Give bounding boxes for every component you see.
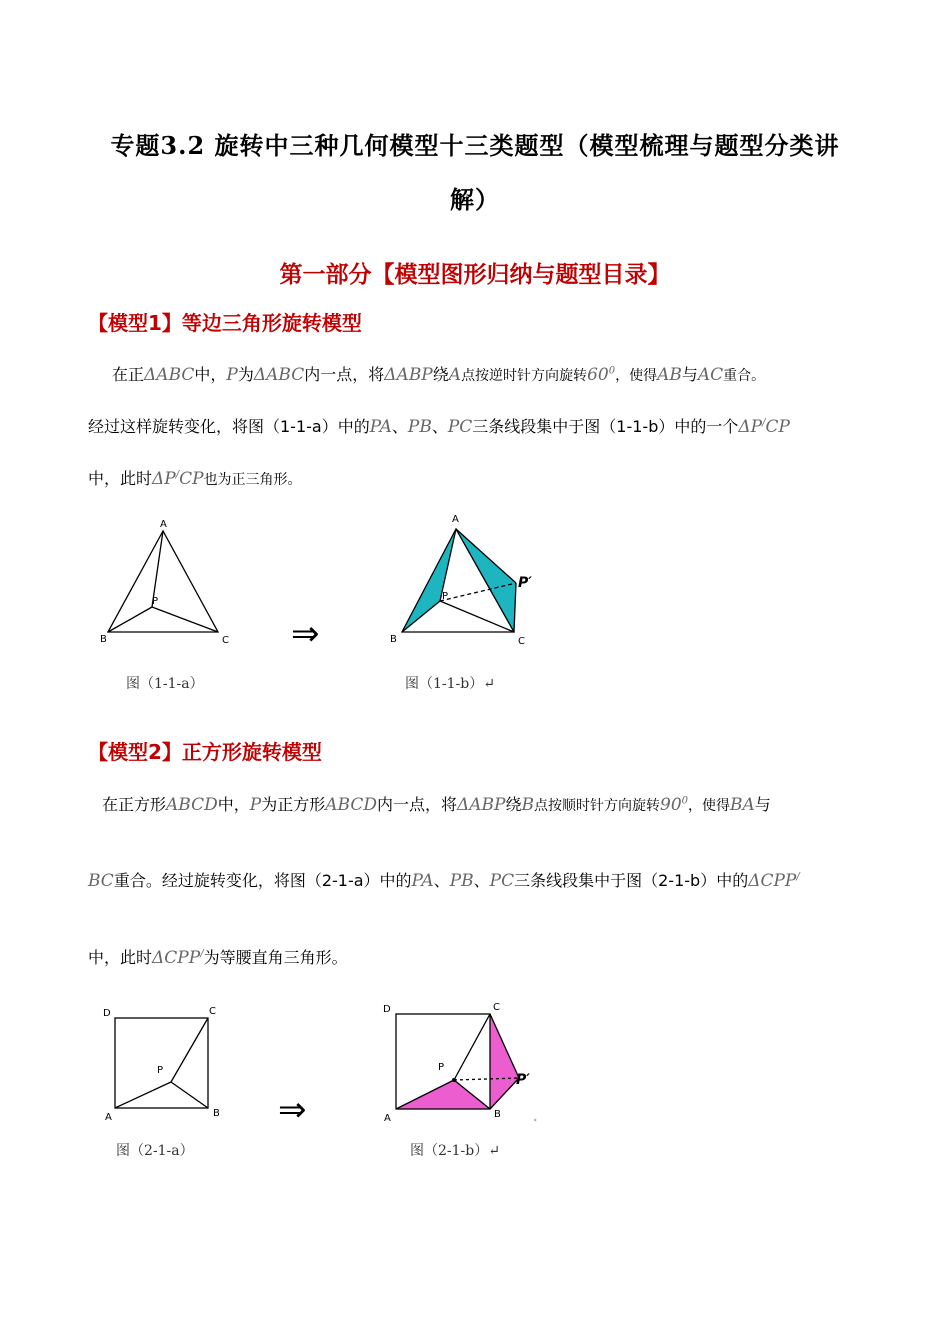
- label-c: C: [209, 1006, 216, 1017]
- text: 中，: [194, 365, 227, 384]
- label-c: C: [518, 636, 525, 647]
- math-degree: 0: [608, 365, 616, 377]
- caption-2-1-a: 图（2-1-a）: [116, 1143, 194, 1159]
- text: 也为正三角形。: [203, 472, 302, 488]
- text: 中，此时: [88, 948, 153, 967]
- math-abcd: ABCD: [166, 795, 218, 815]
- text: 重合。: [723, 368, 766, 384]
- text: 绕: [505, 795, 522, 814]
- text: ，使得: [615, 368, 658, 384]
- figure-2-1-b: [375, 995, 545, 1130]
- doc-title-line1: 专题3.2 旋转中三种几何模型十三类题型（模型梳理与题型分类讲: [110, 131, 840, 160]
- math-b: B: [521, 795, 534, 815]
- math-ac: AC: [697, 365, 724, 385]
- label-p: P: [438, 1062, 445, 1073]
- math-degree: 0: [681, 795, 689, 807]
- implies-arrow: ⇒: [291, 614, 320, 654]
- caption-2-1-b: 图（2-1-b）↵: [410, 1143, 500, 1159]
- text: 与: [754, 795, 771, 814]
- math-pa: PA: [369, 417, 392, 437]
- model1-paragraph-line1: [112, 362, 765, 385]
- math-p: P: [226, 365, 238, 385]
- model1-heading: 【模型1】等边三角形旋转模型: [88, 311, 362, 335]
- triangle-abc: [108, 531, 218, 632]
- model2-paragraph-line3: [88, 945, 348, 968]
- caption-1-1-a: 图（1-1-a）: [126, 676, 204, 692]
- label-p: P: [442, 591, 449, 602]
- text: 旋转: [559, 368, 588, 384]
- figure-1-1-a: [90, 515, 240, 650]
- text: 为等腰直角三角形。: [203, 948, 348, 967]
- math-bc: BC: [88, 871, 114, 891]
- model2-paragraph-line2: [88, 868, 800, 891]
- segment-pb: [171, 1082, 208, 1108]
- math-a: A: [448, 365, 462, 385]
- math-prime: /: [200, 948, 204, 960]
- edit-mark: ˂: [533, 1119, 538, 1129]
- text: ，使得: [688, 798, 731, 814]
- label-a: A: [384, 1113, 391, 1124]
- math-ba: BA: [730, 795, 755, 815]
- math-abp: ΔABP: [384, 365, 433, 385]
- text: 重合。经过旋转变化，将图（2-1-a）中的: [113, 871, 412, 890]
- math-abcd: ABCD: [325, 795, 377, 815]
- label-c: C: [222, 635, 229, 646]
- math-triangle: CP: [179, 469, 204, 489]
- text: 、: [473, 871, 490, 890]
- math-prime: /: [762, 417, 766, 429]
- part1-heading: 第一部分【模型图形归纳与题型目录】: [279, 262, 671, 288]
- point-p: [452, 1078, 456, 1082]
- math-p: P: [249, 795, 262, 815]
- math-ab: AB: [657, 365, 682, 385]
- text: 内一点，将: [304, 365, 385, 384]
- label-b: B: [100, 634, 107, 645]
- doc-title-line2: 解）: [450, 185, 500, 214]
- math-angle: 90: [660, 795, 682, 815]
- math-abc: ΔABC: [144, 365, 195, 385]
- math-abc: ΔABC: [253, 365, 305, 385]
- math-pb: PB: [449, 871, 474, 891]
- math-pc: PC: [489, 871, 515, 891]
- text: 在正方形: [102, 795, 167, 814]
- text: 绕: [432, 365, 449, 384]
- label-a: A: [160, 519, 167, 530]
- label-d: D: [103, 1008, 111, 1019]
- segment-pc: [454, 1014, 490, 1080]
- text: 、: [431, 417, 448, 436]
- text: 在正: [112, 365, 145, 384]
- segment-pa: [115, 1082, 171, 1108]
- text: 为: [237, 365, 254, 384]
- label-b: B: [494, 1109, 501, 1120]
- figure-1-1-b: [380, 505, 540, 650]
- model1-paragraph-line2: [88, 414, 790, 437]
- text: 为正方形: [261, 795, 326, 814]
- model2-paragraph-line1: [102, 792, 771, 815]
- implies-arrow: ⇒: [278, 1090, 307, 1130]
- caption-1-1-b: 图（1-1-b）↵: [405, 676, 495, 692]
- text: 内一点，将: [376, 795, 457, 814]
- segment-pc: [171, 1018, 208, 1082]
- label-d: D: [383, 1004, 391, 1015]
- math-abp: ΔABP: [456, 795, 506, 815]
- text: 三条线段集中于图（2-1-b）中的: [514, 871, 749, 890]
- segment-pc: [152, 607, 218, 632]
- shaded-triangle-abp: [396, 1080, 490, 1109]
- text: 、: [391, 417, 408, 436]
- model2-heading: 【模型2】正方形旋转模型: [88, 740, 322, 764]
- math-triangle: CP: [765, 417, 790, 437]
- math-pa: PA: [411, 871, 434, 891]
- label-p: P: [152, 596, 159, 607]
- label-p: P: [157, 1065, 164, 1076]
- shaded-triangle-cbp-prime: [490, 1014, 519, 1109]
- math-prime: /: [796, 871, 800, 883]
- label-p-prime: P′: [518, 575, 532, 591]
- text: 与: [681, 365, 698, 384]
- math-triangle: ΔP: [738, 417, 763, 437]
- math-angle: 60: [587, 365, 609, 385]
- label-b: B: [213, 1108, 220, 1119]
- text: 三条线段集中于图（1-1-b）中的一个: [472, 417, 739, 436]
- text: 经过这样旋转变化，将图（1-1-a）中的: [88, 417, 370, 436]
- label-a: A: [105, 1112, 112, 1123]
- label-c: C: [493, 1002, 500, 1013]
- math-triangle: ΔCPP: [152, 948, 201, 968]
- text: 点按逆时针方向: [461, 368, 560, 384]
- label-b: B: [390, 634, 397, 645]
- text: 中，: [217, 795, 250, 814]
- text: 点按顺时针方向旋转: [534, 798, 660, 814]
- text: 、: [433, 871, 450, 890]
- math-triangle: ΔP: [152, 469, 176, 489]
- model1-paragraph-line3: [88, 466, 302, 489]
- math-pc: PC: [447, 417, 473, 437]
- square-abcd: [115, 1018, 208, 1108]
- math-pb: PB: [407, 417, 432, 437]
- text: 中，此时: [88, 469, 153, 488]
- math-prime: /: [175, 469, 180, 481]
- figure-2-1-a: [95, 1000, 235, 1130]
- label-p-prime: P′: [516, 1072, 530, 1088]
- math-triangle: ΔCPP: [748, 871, 797, 891]
- label-a: A: [452, 514, 459, 525]
